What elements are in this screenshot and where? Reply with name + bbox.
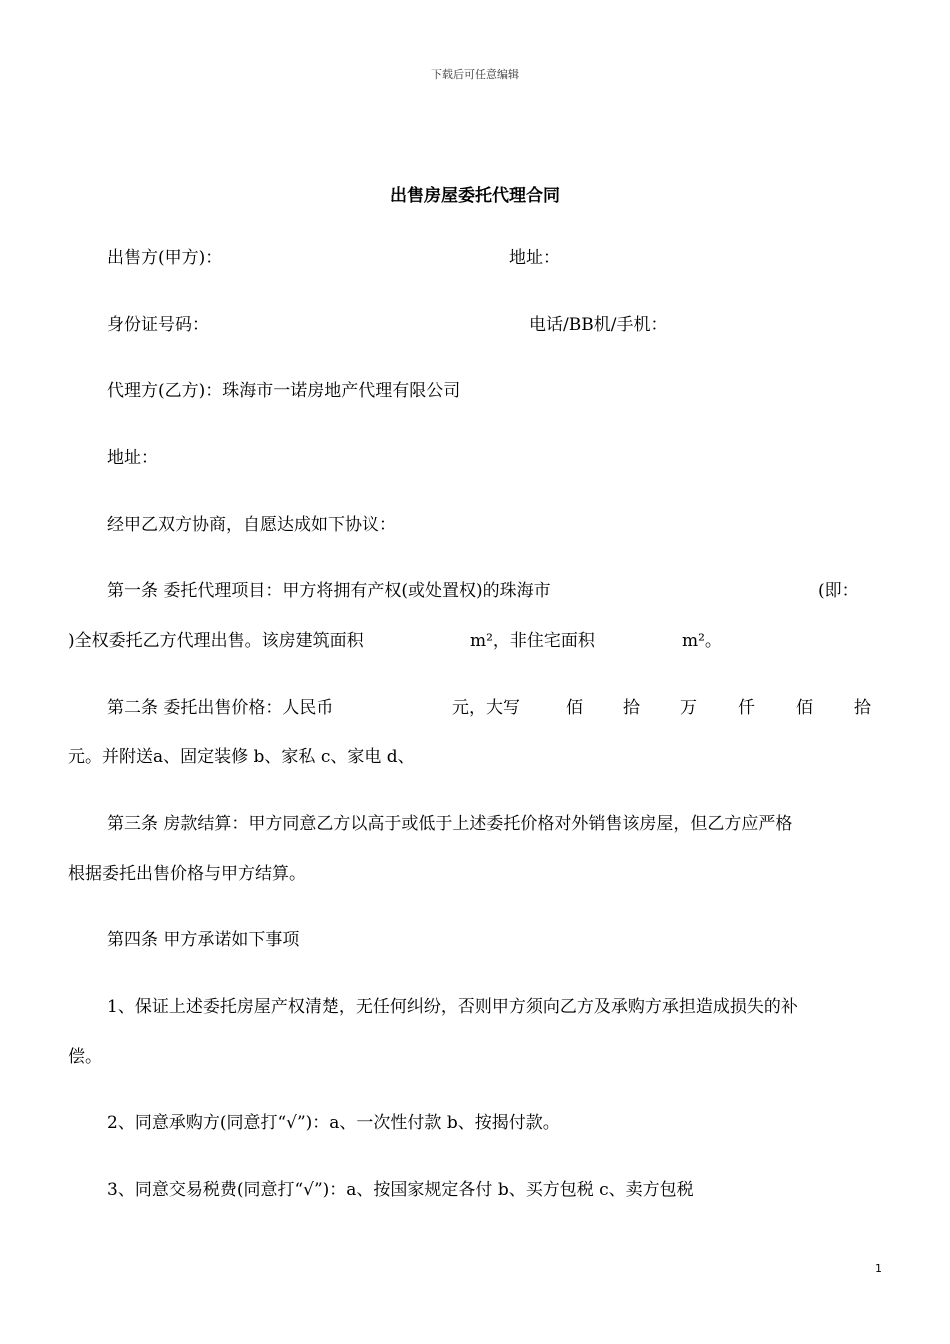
intro-paragraph: 经甲乙双方协商，自愿达成如下协议： [107,515,396,535]
article4-item1-line2: 偿。 [68,1047,102,1067]
article4-heading: 第四条 甲方承诺如下事项 [107,930,300,950]
article4-item1-line1: 1、保证上述委托房屋产权清楚，无任何纠纷，否则甲方须向乙方及承购方承担造成损失的补 [107,997,798,1017]
article1-line2-a: )全权委托乙方代理出售。该房建筑面积 [68,631,364,651]
phone-label: 电话/BB机/手机： [529,315,668,335]
article2-unit-shi2: 拾 [854,698,871,718]
article2-line2: 元。并附送a、固定装修 b、家私 c、家电 d、 [68,747,415,767]
agent-label: 代理方(乙方)：珠海市一诺房地产代理有限公司 [107,381,461,401]
article2-line1-label: 第二条 委托出售价格：人民币 [107,698,334,718]
article2-unit-shi1: 拾 [623,698,640,718]
article1-line1-right: (即： [818,581,859,601]
article2-unit-qian: 仟 [738,698,755,718]
id-number-label: 身份证号码： [107,315,209,335]
seller-label: 出售方(甲方)： [107,248,223,268]
article2-unit-bai2: 佰 [796,698,813,718]
article3-line2: 根据委托出售价格与甲方结算。 [68,864,306,884]
article1-line2-c: m²。 [682,631,722,651]
article2-unit-bai1: 佰 [566,698,583,718]
article3-line1: 第三条 房款结算：甲方同意乙方以高于或低于上述委托价格对外销售该房屋，但乙方应严格 [107,814,793,834]
page-number: 1 [875,1262,882,1275]
seller-address-label: 地址： [509,248,560,268]
article2-unit-wan: 万 [680,698,697,718]
article2-line1-yuan: 元，大写 [452,698,520,718]
document-title: 出售房屋委托代理合同 [390,186,560,206]
article1-line1: 第一条 委托代理项目：甲方将拥有产权(或处置权)的珠海市 [107,581,551,601]
article4-item3: 3、同意交易税费(同意打“√”)：a、按国家规定各付 b、买方包税 c、卖方包税 [107,1180,694,1200]
page-header: 下载后可任意编辑 [431,68,519,81]
article4-item2: 2、同意承购方(同意打“√”)：a、一次性付款 b、按揭付款。 [107,1113,560,1133]
agent-address-label: 地址： [107,448,158,468]
article1-line2-b: m²，非住宅面积 [470,631,595,651]
